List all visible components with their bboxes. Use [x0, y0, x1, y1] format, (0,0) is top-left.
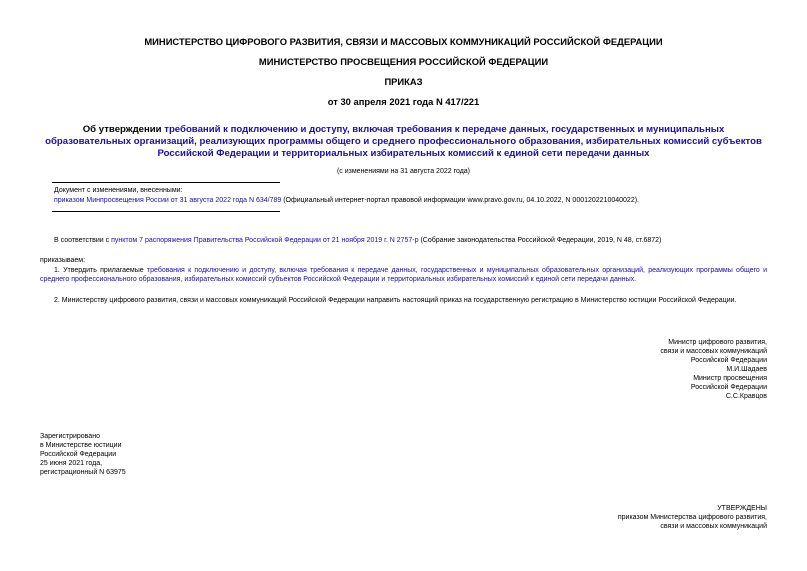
registration-line: 25 июня 2021 года, [40, 460, 103, 467]
ministry-education-heading: МИНИСТЕРСТВО ПРОСВЕЩЕНИЯ РОССИЙСКОЙ ФЕДЕРАЦИИ [258, 56, 549, 67]
document-title [40, 124, 767, 160]
registration-line: в Министерстве юстиции [40, 442, 122, 449]
document-type: ПРИКАЗ [384, 76, 423, 87]
registration-block [40, 432, 126, 477]
order-item-2: 2. Министерству цифрового развития, связи и массовых коммуникаций Российской Федерации направить настоящий приказ на государственную регистрацию в Министерство юстиции Российской Федерации. [54, 297, 737, 304]
title-requirements-link[interactable]: требований к подключению и доступу, включая требования к передаче данных, государственных и муниципальных образовательных организаций, реализующих программы общего и среднего профессионального образования, избирательных комиссий субъектов Российской Федерации и территориальных избирательных комиссий к единой сети передачи данных [45, 124, 762, 159]
signature-line: Российской Федерации [690, 357, 767, 364]
divider-bottom [52, 211, 280, 212]
amendments-line [54, 196, 774, 205]
signature-line: Российской Федерации [690, 384, 767, 391]
registration-line: Зарегистрировано [40, 433, 100, 440]
preamble-suffix: (Собрание законодательства Российской Федерации, 2019, N 48, ст.6872) [418, 237, 662, 244]
signature-line: С.С.Кравцов [725, 393, 767, 400]
order-item-1 [40, 266, 767, 284]
preamble-prefix: В соответствии с [54, 237, 112, 244]
changes-note: (с изменениями на 31 августа 2022 года) [336, 168, 471, 175]
amendments-heading: Документ с изменениями, внесенными: [54, 187, 183, 194]
approved-block [618, 504, 767, 531]
signature-line: М.И.Шадаев [726, 366, 767, 373]
item1-requirements-link[interactable]: требования к подключению и доступу, включая требования к передаче данных, государственных и муниципальных образовательных организаций, реализующих программы общего и среднего профессионального образования, избирательных комиссий субъектов Российской Федерации и территориальных избирательных комиссий к единой сети передачи данных [40, 267, 767, 283]
document-date: от 30 апреля 2021 года N 417/221 [327, 96, 480, 107]
signature-line: Министр просвещения [693, 375, 767, 382]
divider-top [52, 182, 280, 183]
item1-suffix: . [634, 276, 637, 283]
amendment-order-link[interactable]: приказом Минпросвещения России от 31 августа 2022 года N 634/789 [54, 197, 282, 204]
approved-line: приказом Министерства цифрового развития, [617, 514, 767, 521]
order-word: приказываем: [40, 257, 86, 264]
title-prefix: Об утверждении [82, 124, 165, 135]
amendment-source: (Официальный интернет-портал правовой информации www.pravo.gov.ru, 04.10.2022, N 0001202210040022). [281, 197, 639, 204]
signature-line: связи и массовых коммуникаций [660, 348, 767, 355]
registration-line: регистрационный N 63975 [40, 469, 126, 476]
preamble-government-order-link[interactable]: пунктом 7 распоряжения Правительства Российской Федерации от 21 ноября 2019 г. N 2757-р [111, 237, 419, 244]
approved-line: связи и массовых коммуникаций [660, 523, 767, 530]
approved-line: УТВЕРЖДЕНЫ [717, 505, 767, 512]
registration-line: Российской Федерации [40, 451, 117, 458]
signatures-block [660, 338, 767, 401]
preamble [54, 236, 774, 245]
ministry-digital-heading: МИНИСТЕРСТВО ЦИФРОВОГО РАЗВИТИЯ, СВЯЗИ И МАССОВЫХ КОММУНИКАЦИЙ РОССИЙСКОЙ ФЕДЕРАЦИИ [144, 36, 663, 47]
item1-prefix: 1. Утвердить прилагаемые [54, 267, 147, 274]
signature-line: Министр цифрового развития, [668, 339, 767, 346]
